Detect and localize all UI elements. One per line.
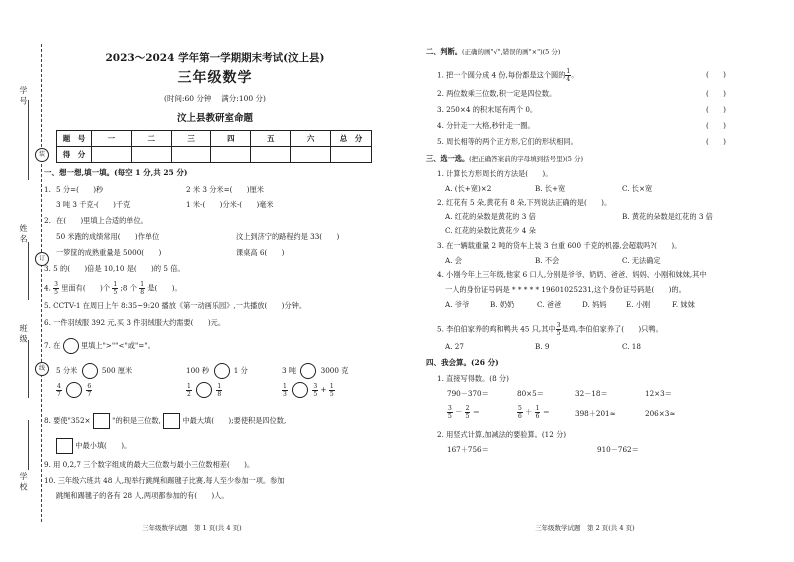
judge-answer-4[interactable]: ( ) — [706, 121, 726, 130]
choice-q5-option-c[interactable]: C. 18 — [622, 342, 641, 351]
choice-q4-option-f[interactable]: F. 妹妹 — [672, 300, 695, 309]
q4-text-d: 是( )。 — [147, 283, 182, 293]
fraction-numerator: 5 — [518, 405, 522, 412]
score-cell[interactable] — [211, 147, 251, 163]
score-header-cell: 一 — [92, 131, 132, 147]
binding-write-line — [28, 100, 29, 180]
q4-fraction-3 — [139, 281, 145, 296]
judge-item-5: 5. 周长相等的两个正方形,它们的形状相同。 — [437, 137, 578, 146]
fraction-numerator: 1 — [566, 68, 571, 75]
fraction-numerator: 3 — [556, 322, 561, 329]
q7-instruction — [44, 338, 155, 354]
exam-info: (时间:60 分钟 满分:100 分) — [164, 94, 266, 103]
q4-number: 4. — [44, 283, 51, 293]
score-cell[interactable] — [171, 147, 211, 163]
score-table-header-row — [57, 131, 372, 147]
plus-sign: + — [320, 385, 327, 394]
q4-text-c: ;8 个 — [120, 283, 137, 293]
fraction-numerator: 1 — [283, 382, 287, 390]
equals-sign: ＝ — [472, 407, 480, 417]
judge-text: 1. 把一个圆分成 4 份,每份都是这个圆的 — [437, 70, 566, 80]
q7-compare-1 — [56, 363, 132, 379]
q7-text-a: 7. 在 — [44, 341, 61, 350]
fraction-denominator: 5 — [448, 413, 452, 420]
q1-item-a: 5 分=( )秒 — [56, 185, 104, 194]
q7-answer-circle[interactable] — [66, 382, 82, 398]
fraction-denominator: 5 — [329, 390, 334, 398]
q4-fraction-1 — [53, 281, 59, 296]
section-3-title: 三、选一选。 — [426, 154, 470, 163]
judge-text-end: 。 — [571, 70, 579, 80]
score-cell[interactable] — [331, 147, 372, 163]
fraction-denominator: 5 — [556, 330, 561, 337]
fraction-numerator: 3 — [448, 405, 452, 412]
fraction-denominator: 7 — [87, 390, 92, 398]
q7-compare-4 — [56, 382, 92, 398]
q7-value: 3000 克 — [320, 366, 349, 375]
choice-q2-option-c[interactable]: C. 红花的朵数比黄花少 4 朵 — [445, 226, 536, 235]
page-footer-right: 三年级数学试题 第 2 页(共 4 页) — [535, 524, 635, 532]
q4-text-b: 里面有( )个 — [61, 283, 111, 293]
choice-q1-option-b[interactable]: B. 长+宽 — [535, 184, 566, 193]
section-1-title: 一、想一想,填一填。(每空 1 分,共 25 分) — [44, 168, 188, 177]
score-header-cell: 题 号 — [57, 131, 92, 147]
q2-item-c: 一箩筐的成熟重量是 5000( ) — [56, 248, 162, 257]
fraction-numerator: 3 — [54, 281, 58, 288]
fraction-numerator: 1 — [187, 382, 191, 390]
equals-sign: ＝ — [542, 407, 550, 417]
fraction-numerator: 1 — [329, 382, 334, 390]
score-header-cell: 三 — [171, 131, 211, 147]
q7-fraction — [56, 383, 62, 398]
fraction-denominator: 6 — [518, 413, 522, 420]
binding-dot: 装 — [35, 148, 49, 162]
choice-q1-option-a[interactable]: A. (长+宽)×2 — [445, 184, 492, 193]
fraction-numerator: 6 — [87, 382, 92, 390]
calc-item: 12×3＝ — [645, 389, 672, 398]
choice-q2-option-a[interactable]: A. 红花的朵数是黄花的 3 倍 — [445, 212, 536, 221]
q7-value: 1 分 — [233, 366, 248, 375]
choice-q4-option-a[interactable]: A. 爷爷 — [445, 300, 470, 309]
q4-fraction-2 — [112, 281, 118, 296]
q2-item-d: 课桌高 6( ) — [236, 248, 285, 257]
q7-fraction — [86, 383, 92, 398]
calc-item: 790－370＝ — [447, 389, 489, 398]
q7-fraction — [186, 383, 192, 398]
q7-answer-circle[interactable] — [214, 363, 230, 379]
student-name-label: 姓 名 — [19, 224, 28, 243]
binding-write-line — [28, 420, 29, 470]
q9-text: 9. 用 0,2,7 三个数字组成的最大三位数与最小三位数相差( )。 — [44, 460, 255, 469]
plus-sign: ＋ — [525, 407, 533, 417]
fraction-numerator: 1 — [140, 281, 145, 288]
q2-item-a: 50 米跑的成绩常用( )作单位 — [56, 232, 160, 241]
choice-q1-option-c[interactable]: C. 长×宽 — [622, 184, 653, 193]
score-cell[interactable] — [251, 147, 291, 163]
calc-item: 206×3≈ — [645, 409, 676, 418]
q7-value: 100 秒 — [186, 366, 210, 375]
choice-q3-option-c[interactable]: C. 无法确定 — [622, 256, 661, 265]
calc-item: 398＋201≈ — [575, 409, 616, 418]
choice-q3: 3. 在一辆载重量 2 吨的货车上装 3 台重 600 千克的机器,会超载吗?( )。 — [437, 241, 682, 250]
q8-text-d: 中最小填( )。 — [75, 441, 132, 450]
fraction-denominator: 6 — [535, 413, 540, 420]
q10-line-2: 跳绳和踢毽子的各有 28 人,两项都参加的有( )人。 — [56, 491, 229, 500]
fraction-denominator: 2 — [187, 390, 191, 398]
judge-item-4: 4. 分针走一大格,秒针走一圈。 — [437, 121, 535, 130]
q8-text-a: 8. 要使"352× — [44, 416, 91, 425]
q7-fraction — [216, 383, 222, 398]
fraction-denominator: 5 — [54, 289, 58, 296]
q8-text-c: 中最大填( );要使积是四位数, — [182, 416, 287, 425]
q6-text: 6. 一件羽绒服 392 元,买 3 件羽绒服大约需要( )元。 — [44, 318, 226, 327]
q2-number: 2. — [44, 216, 51, 225]
choice-q1: 1. 计算长方形周长的方法是( )。 — [437, 169, 553, 178]
fraction-numerator: 4 — [57, 382, 61, 390]
score-row-label: 得 分 — [57, 147, 92, 163]
choice-q2: 2. 红花有 5 朵,黄花有 8 朵,下列说法正确的是( )。 — [437, 198, 612, 207]
choice-q5-option-a[interactable]: A. 27 — [445, 342, 464, 351]
q2-item-b: 汶上到济宁的路程约是 33( ) — [236, 232, 340, 241]
fraction-denominator: 8 — [217, 390, 222, 398]
score-table-score-row — [57, 147, 372, 163]
judge-item-3: 3. 250×4 的积末尾有两个 0。 — [437, 105, 538, 114]
judge-answer-3[interactable]: ( ) — [706, 105, 726, 114]
fraction-denominator: 3 — [283, 390, 287, 398]
q1-number: 1. — [44, 185, 51, 194]
fraction-denominator: 5 — [113, 289, 118, 296]
exam-title: 2023～2024 学年第一学期期末考试(汶上县) — [105, 52, 325, 64]
q7-compare-5 — [186, 382, 222, 398]
q1-item-b: 2 米 3 分米=( )厘米 — [186, 185, 264, 194]
choice-q4-option-d[interactable]: D. 妈妈 — [582, 300, 607, 309]
q8-blank-box[interactable] — [163, 413, 180, 429]
section-2-title: 二、判断。 — [426, 47, 462, 56]
binding-write-line — [28, 242, 29, 300]
binding-dot: 线 — [35, 362, 49, 376]
calc-fraction — [517, 405, 523, 420]
fraction-numerator: 1 — [535, 405, 540, 412]
calc-item: 80×5＝ — [517, 389, 544, 398]
judge-answer-2[interactable]: ( ) — [706, 89, 726, 98]
score-cell[interactable] — [291, 147, 331, 163]
calc-fraction — [535, 405, 541, 420]
q7-value: 500 厘米 — [101, 366, 133, 375]
fraction-denominator: 4 — [566, 76, 571, 83]
score-header-cell: 总 分 — [331, 131, 372, 147]
fraction-numerator: 2 — [465, 405, 470, 412]
student-id-label: 学 号 — [19, 86, 28, 105]
q8-blank-box[interactable] — [93, 413, 110, 429]
q7-fraction — [329, 383, 335, 398]
q5-text: 5. CCTV-1 在周日上午 8:35~9:20 播放《第一动画乐园》,一共播放( )分钟。 — [44, 301, 307, 310]
section-2-note: (正确的画"√",错误的画"×")(5 分) — [461, 48, 561, 56]
vertical-calc-item: 910－762＝ — [597, 445, 639, 454]
q7-compare-6 — [282, 382, 335, 398]
score-header-cell: 五 — [251, 131, 291, 147]
score-header-cell: 六 — [291, 131, 331, 147]
judge-item-2: 2. 两位数乘三位数,积一定是四位数。 — [437, 89, 557, 98]
vertical-calc-item: 167＋756＝ — [447, 445, 489, 454]
q8-line-1 — [44, 413, 286, 429]
q1-item-c: 3 吨 3 千克-( )千克 — [56, 200, 131, 209]
q3-text: 3. 5 的( )倍是 10,10 是( )的 5 倍。 — [44, 264, 185, 273]
section-3-note: (把正确答案前的字母填到括号里)(5 分) — [469, 155, 583, 163]
q7-answer-circle[interactable] — [82, 363, 98, 379]
judge-answer-5[interactable]: ( ) — [706, 137, 726, 146]
calc-fraction-item-1 — [447, 405, 480, 420]
choice-q5-text-a: 5. 李伯伯家养的鸡和鸭共 45 只,其中 — [437, 324, 556, 334]
binding-write-line — [28, 340, 29, 398]
judge-item-1 — [437, 68, 578, 83]
section-3-heading — [426, 155, 583, 163]
choice-q5-text-b: 是鸡,李伯伯家养了( )只鸭。 — [561, 324, 663, 334]
q7-answer-circle[interactable] — [292, 382, 308, 398]
choice-q3-option-a[interactable]: A. 会 — [445, 256, 462, 265]
section-2-heading — [426, 48, 560, 56]
q7-value: 5 分米 — [56, 366, 78, 375]
q7-compare-3 — [282, 363, 348, 379]
fraction-numerator: 3 — [313, 382, 318, 390]
fraction-denominator: 7 — [57, 390, 61, 398]
q10-line-1: 10. 三年级六班共 48 人,现举行跳绳和踢毽子比赛,每人至少参加一项。参加 — [44, 476, 285, 485]
choice-q4-line-1: 4. 小刚今年上三年级,他家 6 口人,分别是爷爷、奶奶、爸爸、妈妈、小刚和妹妹,其中 — [437, 270, 707, 279]
q4 — [44, 281, 182, 296]
score-table — [56, 130, 372, 163]
q8-blank-box[interactable] — [56, 438, 73, 454]
calc-q2-title: 2. 用竖式计算,加减法的要验算。(12 分) — [437, 430, 567, 439]
binding-dot: 订 — [35, 252, 49, 266]
calc-fraction-item-2 — [517, 405, 550, 420]
minus-sign: － — [455, 407, 463, 417]
choice-q4-option-c[interactable]: C. 爸爸 — [537, 300, 562, 309]
q8-line-2 — [56, 438, 131, 454]
fraction-denominator: 8 — [140, 289, 145, 296]
judge-answer-1[interactable]: ( ) — [706, 70, 726, 79]
choice-q5-option-b[interactable]: B. 9 — [535, 342, 550, 351]
fraction-numerator: 1 — [113, 281, 118, 288]
page-footer-left: 三年级数学试题 第 1 页(共 4 页) — [142, 524, 242, 532]
section-4-title: 四、我会算。(26 分) — [426, 358, 499, 367]
choice-q5 — [437, 322, 663, 337]
class-label: 班 级 — [19, 324, 28, 343]
calc-item: 32－18＝ — [575, 389, 608, 398]
choice-q4-line-2: 一人的身份证号码是 * * * * * 19601025231,这个身份证号码是( )的。 — [445, 285, 686, 294]
exam-org: 汶上县教研室命题 — [176, 113, 253, 124]
q8-text-b: "的积是三位数, — [112, 416, 161, 425]
q7-answer-circle[interactable] — [196, 382, 212, 398]
exam-subject: 三年级数学 — [177, 70, 253, 86]
score-header-cell: 二 — [131, 131, 171, 147]
calc-fraction — [465, 405, 471, 420]
fraction-numerator: 1 — [217, 382, 222, 390]
binding-dashed-line — [41, 44, 42, 522]
fraction-denominator: 5 — [465, 413, 470, 420]
q7-text-b: 里填上">""<"或"="。 — [80, 341, 155, 350]
fraction-denominator: 5 — [313, 390, 318, 398]
calc-q1-title: 1. 直接写得数。(8 分) — [437, 374, 509, 383]
q2-text: 在( )里填上合适的单位。 — [56, 216, 148, 225]
choice-q3-option-b[interactable]: B. 不会 — [535, 256, 560, 265]
choice-q4-option-e[interactable]: E. 小刚 — [626, 300, 651, 309]
choice-q2-option-b[interactable]: B. 黄花的朵数是红花的 3 倍 — [622, 212, 713, 221]
score-header-cell: 四 — [211, 131, 251, 147]
q7-value: 3 吨 — [282, 366, 297, 375]
q1-item-d: 1 米-( )分米-( )毫米 — [186, 200, 274, 209]
q7-fraction — [312, 383, 318, 398]
score-cell[interactable] — [92, 147, 132, 163]
calc-fraction — [447, 405, 453, 420]
q7-sample-circle — [63, 338, 79, 354]
choice-q4-option-b[interactable]: B. 奶奶 — [490, 300, 515, 309]
school-label: 学 校 — [19, 472, 28, 491]
q7-fraction — [282, 383, 288, 398]
q7-compare-2 — [186, 363, 248, 379]
score-cell[interactable] — [131, 147, 171, 163]
q7-answer-circle[interactable] — [300, 363, 316, 379]
